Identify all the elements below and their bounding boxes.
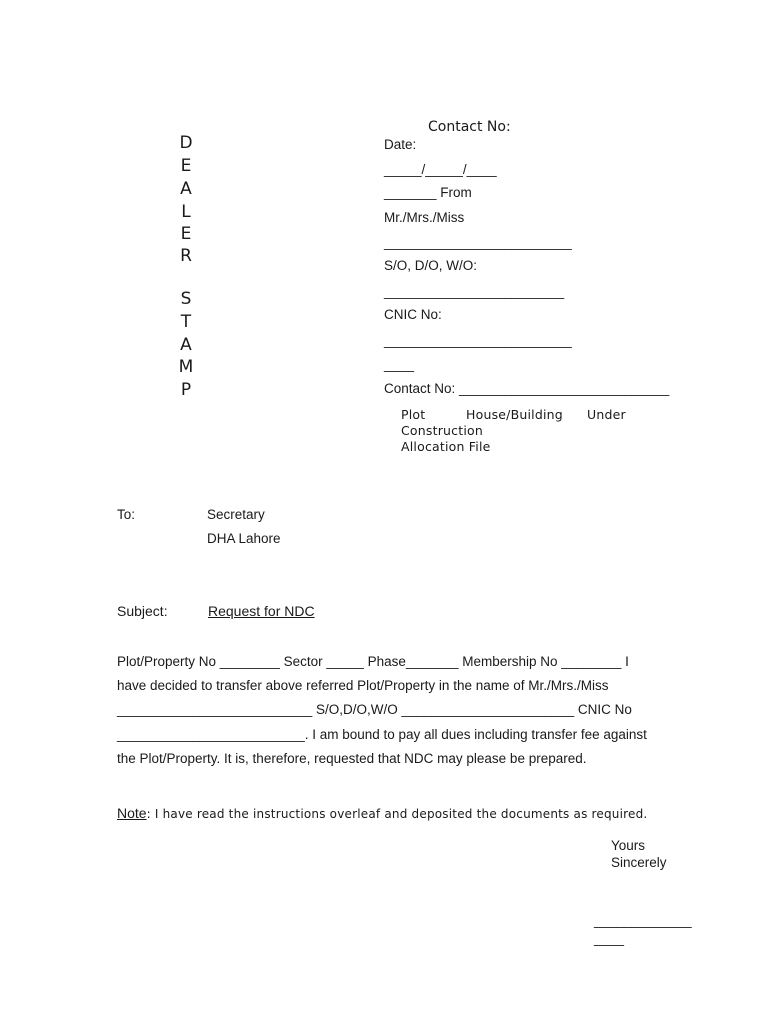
stamp-letter: T [180,312,192,332]
stamp-letter: R [180,246,192,266]
closing-line: Sincerely [611,855,667,870]
body-line: __________________________ S/O,D/O,W/O _______________________ CNIC No [117,702,632,717]
from-field[interactable]: _______ From [384,185,472,200]
body-line: have decided to transfer above referred Plot/Property in the name of Mr./Mrs./Miss [117,678,609,693]
stamp-letter: E [180,224,192,244]
stamp-letter: S [180,289,192,309]
stamp-letter: A [180,179,192,199]
body-line: _________________________. I am bound to pay all dues including transfer fee against [117,727,647,742]
subject-text: Request for NDC [208,603,315,619]
cnic-field-continued[interactable]: ____ [384,357,415,372]
stamp-letter: A [180,335,192,355]
stamp-letter: E [180,156,192,176]
name-label: Mr./Mrs./Miss [384,210,465,225]
signature-field-continued[interactable]: ____ [594,931,625,946]
stamp-letter: D [179,133,193,153]
type-option-allocation: Allocation File [401,439,491,454]
type-option-under: Under [587,407,626,422]
to-label: To: [117,507,136,522]
body-line: Plot/Property No ________ Sector _____ Phase_______ Membership No ________ I [117,654,629,669]
cnic-label: CNIC No: [384,307,442,322]
stamp-letter: P [180,380,192,400]
type-option-construction: Construction [401,423,483,438]
relation-label: S/O, D/O, W/O: [384,258,478,273]
body-line: the Plot/Property. It is, therefore, requested that NDC may please be prepared. [117,751,587,766]
date-field[interactable]: _____/_____/____ [384,162,497,177]
type-option-plot: Plot [401,407,426,422]
address-line: Secretary [207,507,265,522]
note-text: : I have read the instructions overleaf and deposited the documents as required. [146,807,648,821]
subject-label: Subject: [117,603,168,619]
closing-line: Yours [611,838,646,853]
note [117,805,647,821]
stamp-letter: L [181,202,191,222]
date-label: Date: [384,137,417,152]
contact-field[interactable]: Contact No: ____________________________ [384,381,670,396]
stamp-letter: M [178,357,194,377]
contact-heading: Contact No: [428,119,511,135]
signature-field[interactable]: _____________ [594,913,692,928]
relation-field[interactable]: ________________________ [384,284,565,299]
cnic-field[interactable]: _________________________ [384,333,572,348]
address-line: DHA Lahore [207,531,281,546]
note-label: Note [117,805,147,821]
type-option-house: House/Building [466,407,563,422]
name-field[interactable]: _________________________ [384,235,572,250]
